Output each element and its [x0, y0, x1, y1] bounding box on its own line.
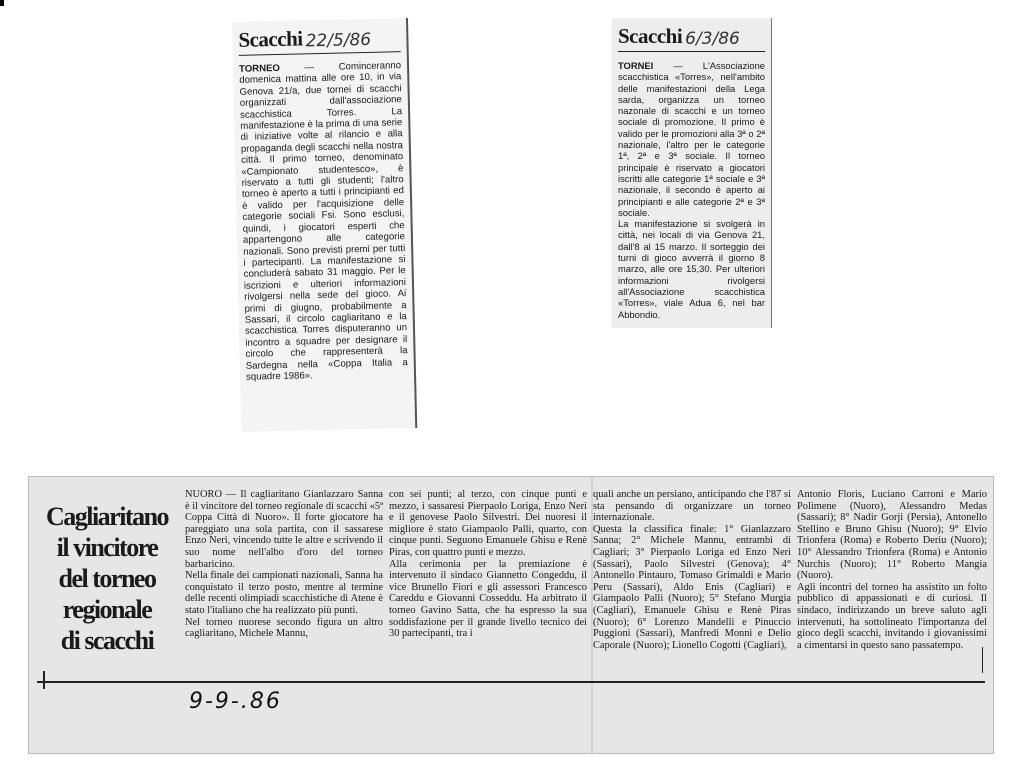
- clipping-torneo-22-5-86: [232, 18, 417, 432]
- masthead: [238, 24, 401, 56]
- clipping-torneo-regionale: [28, 476, 994, 754]
- column-end-mark: [982, 647, 984, 673]
- article-body: [239, 60, 408, 383]
- article-headline: Cagliaritano il vincitore del torneo regionale di scacchi: [45, 502, 169, 655]
- article-column-1: NUORO — Il cagliaritano Gianlazzaro Sanna è il vincitore del torneo regionale di scacchi «5ª Coppa Città di Nuoro». Il forte giocatore ha pareggiato una sola partita, con il sassarese Enzo Neri, vincendo tutte le altre e scrivendo il suo nome nell'albo d'oro del torneo barbaricino. Nella finale dei campionati nazionali, Sanna ha conquistato il terzo posto, mentre al termine delle recenti olimpiadi scacchistiche di Atene è stato l'italiano che ha realizzato più punti. Nel torneo nuorese secondo figura un altro cagliaritano, Michele Mannu,: [185, 489, 383, 640]
- article-column-2: con sei punti; al terzo, con cinque punti e mezzo, i sassaresi Pierpaolo Loriga, Enzo Neri e il genovese Paolo Silvestri. Dei nuoresi il migliore è stato Giampaolo Palli, quarto, con cinque punti. Seguono Emanuele Ghisu e Renè Piras, con quattro punti e mezzo. Alla cerimonia per la premiazione è intervenuto il sindaco Giannetto Congeddu, il vice Brunello Fiori e gli assessori Francesco Careddu e Giovanni Cosseddu. Ha arbitrato il torneo Gavino Satta, che ha espresso la sua soddisfazione per il grande livello tecnico dei 30 partecipanti, tra i: [389, 489, 587, 640]
- article-lead: TORNEO: [238, 62, 281, 75]
- handwritten-date: 22/5/86: [305, 29, 372, 52]
- publication-title: Scacchi: [618, 24, 683, 48]
- clipping-tornei-6-3-86: [612, 18, 772, 328]
- article-lead: TORNEI: [618, 60, 654, 71]
- handwritten-date: 9-9-.86: [189, 689, 282, 714]
- handwritten-date: 6/3/86: [685, 29, 740, 49]
- article-column-3: quali anche un persiano, anticipando che l'87 si sta pensando di organizzare un torneo internazionale. Questa la classifica finale: 1° Gianlazzaro Sanna; 2° Michele Mannu, entrambi di Cagliari; 3° Pierpaolo Loriga ed Enzo Neri (Sassari), Paolo Silvestri (Genova); 4° Antonello Pintauro, Tomaso Grimaldi e Mario Peru (Sassari), Aldo Enis (Cagliari) e Giampaolo Palli (Nuoro); 5° Stefano Murgia (Cagliari), Emanuele Ghisu e Renè Piras (Nuoro); 6° Lorenzo Mandelli e Pinuccio Puggioni (Sassari), Manfredi Monni e Delio Caporale (Nuoro); Lionello Cogotti (Cagliari),: [593, 489, 791, 651]
- article-body: [618, 60, 765, 320]
- masthead: [618, 24, 765, 52]
- article-text: — Cominceranno domenica mattina alle ore 10, in via Genova 21/a, due tornei di scacchi organizzati dall'associazione scacchistica Torres. La manifestazione è la prima di una serie di iniziative volte al rilancio e alla propaganda degli scacchi nella nostra città. Il primo torneo, denominato «Campionato studentesco», è riservato a tutti gli studenti; l'altro torneo è aperto a tutti i principianti ed è valido per l'acquisizione delle categorie sociali Fsi. Sono esclusi, quindi, i giocatori esperti che appartengono alle categorie nazionali. Sono previsti premi per tutti i partecipanti. La manifestazione si concluderà sabato 31 maggio. Per le iscrizioni e ulteriori informazioni rivolgersi nella sede del gioco. Ai primi di giugno, probabilmente a Sassari, il circolo cagliaritano e la scacchistica Torres disputeranno un incontro a squadre per designare il circolo che rappresenterà la Sardegna nella «Coppa Italia a squadre 1986».: [239, 60, 408, 383]
- article-column-4: Antonio Floris, Luciano Carroni e Mario Polimene (Nuoro), Alessandro Medas (Sassari); 8° Nadir Gorji (Persia), Antonello Stellino e Bruno Ghisu (Nuoro); 9° Elvio Trionfera (Roma) e Roberto Deriu (Nuoro); 10° Alessandro Trionfera (Roma) e Antonio Nurchis (Nuoro); 11° Roberto Mangia (Nuoro). Agli incontri del torneo ha assistito un folto pubblico di appassionati e di curiosi. Il sindaco, indirizzando un breve saluto agli intervenuti, ha sottolineato l'importanza del gioco degli scacchi, invitando i giovanissimi a cimentarsi in questo sano passatempo.: [797, 489, 987, 651]
- article-text: — L'Associazione scacchistica «Torres», nell'ambito delle manifestazioni della Lega sarda, organizza un torneo nazonale di scacchi e un torneo sociale di promozione. Il primo è valido per le promozioni alla 3ª o 2ª nazionale, l'altro per le categorie 1ª, 2ª e 3ª sociale. Il torneo principale è riservato a giocatori iscritti alle categorie 1ª sociale e 3ª nazionale, il secondo è aperto ai principianti e alle categorie 2ª e 3ª sociale. La manifestazione si svolgerà in città, nei locali di via Genova 21, dall'8 al 15 marzo. Il sorteggio dei turni di gioco avverrà il giorno 8 marzo, alle ore 15,30. Per ulteriori informazioni rivolgersi all'Associazione scacchistica «Torres», viale Adua 6, nel bar Abbondio.: [618, 60, 765, 320]
- rule-tick: [43, 671, 45, 689]
- publication-title: Scacchi: [238, 26, 303, 52]
- scan-corner-mark: [0, 0, 4, 6]
- footer-rule: [37, 681, 985, 683]
